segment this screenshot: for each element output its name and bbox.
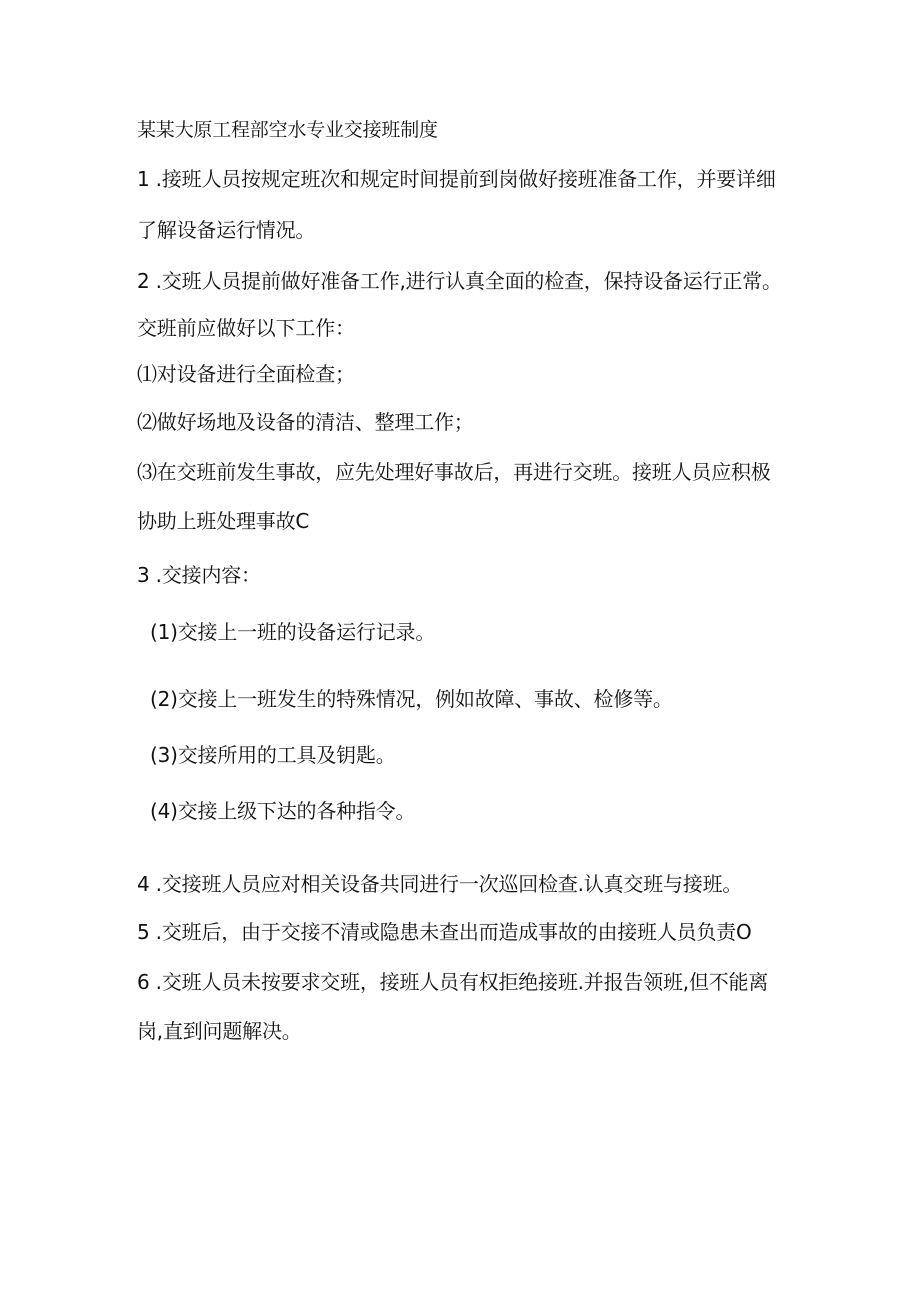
item-2-line-2: 交班前应做好以下工作： bbox=[137, 316, 355, 340]
item-3-sub-3: (3)交接所用的工具及钥匙。 bbox=[150, 743, 396, 767]
item-2-sub-1: ⑴对设备进行全面检查； bbox=[137, 362, 355, 386]
item-2-sub-3-line-2: 协助上班处理事故C bbox=[137, 509, 310, 533]
document-title: 某某大原工程部空水专业交接班制度 bbox=[137, 119, 438, 141]
item-2-sub-3-line-1: ⑶在交班前发生事故，应先处理好事故后，再进行交班。接班人员应积极 bbox=[137, 460, 771, 484]
item-1-line-2: 了解设备运行情况。 bbox=[137, 218, 316, 242]
item-2-sub-2: ⑵做好场地及设备的清洁、整理工作； bbox=[137, 410, 474, 434]
item-3-sub-1: (1)交接上一班的设备运行记录。 bbox=[150, 620, 436, 644]
item-1-line-1: 1 .接班人员按规定班次和规定时间提前到岗做好接班准备工作，并要详细 bbox=[137, 167, 776, 191]
item-3-sub-2: (2)交接上一班发生的特殊情况，例如故障、事故、检修等。 bbox=[150, 687, 673, 711]
item-6-line-1: 6 .交班人员未按要求交班，接班人员有权拒绝接班.并报告领班,但不能离 bbox=[137, 970, 769, 994]
item-2-line-1: 2 .交班人员提前做好准备工作,进行认真全面的检查，保持设备运行正常。 bbox=[137, 269, 782, 293]
item-3-sub-4: (4)交接上级下达的各种指令。 bbox=[150, 799, 416, 823]
item-5: 5 .交班后，由于交接不清或隐患未查出而造成事故的由接班人员负责O bbox=[137, 920, 752, 944]
item-4: 4 .交接班人员应对相关设备共同进行一次巡回检查.认真交班与接班。 bbox=[137, 872, 743, 896]
item-6-line-2: 岗,直到问题解决。 bbox=[137, 1019, 302, 1043]
item-3-heading: 3 .交接内容： bbox=[137, 563, 261, 587]
